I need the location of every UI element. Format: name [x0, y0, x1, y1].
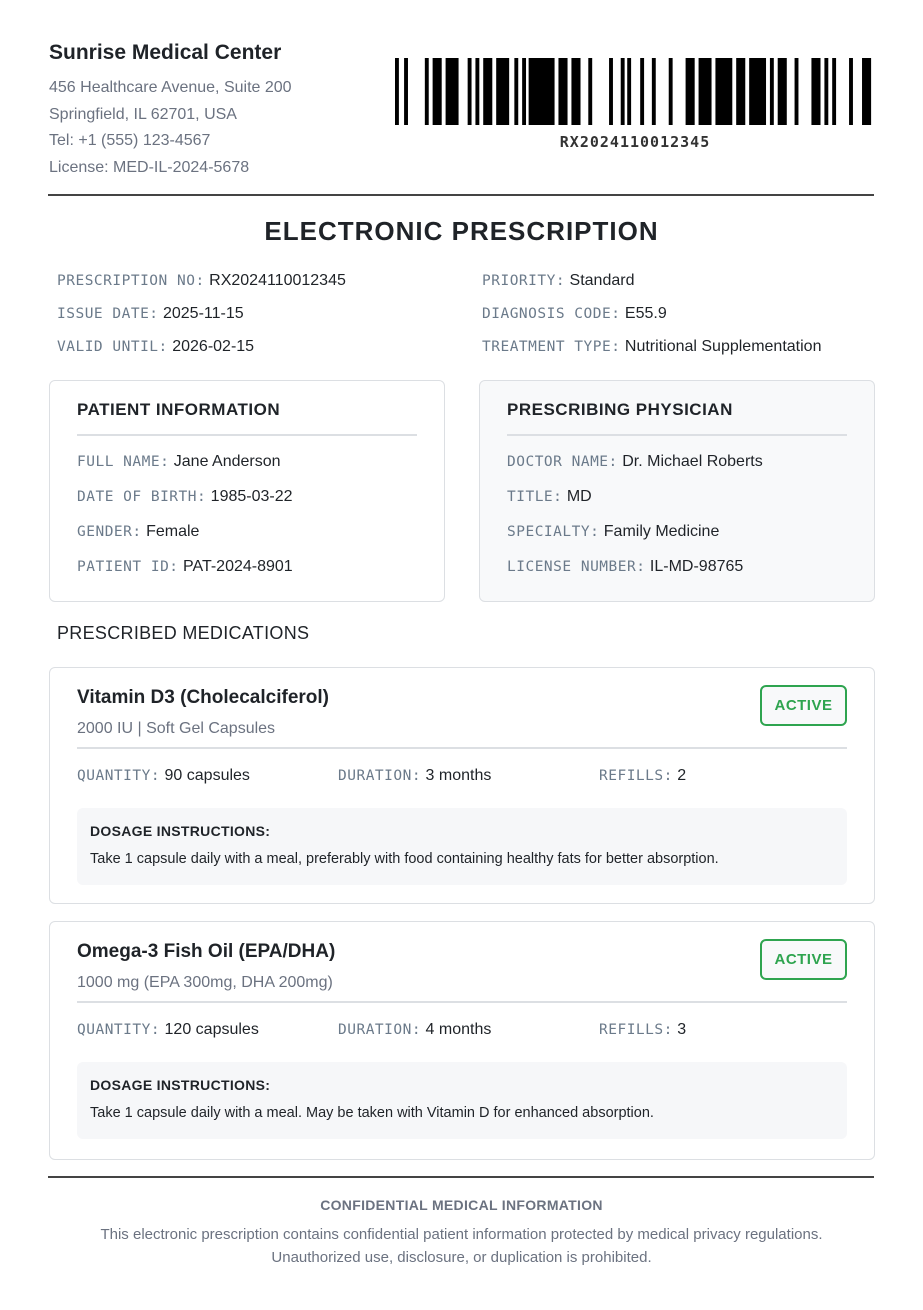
- barcode-bar: [621, 58, 625, 125]
- barcode-bar: [811, 58, 820, 125]
- label: GENDER:: [77, 524, 142, 540]
- dosage-label: DOSAGE INSTRUCTIONS:: [90, 1077, 271, 1093]
- barcode-bar: [483, 58, 492, 125]
- divider: [77, 1001, 847, 1003]
- label: ISSUE DATE:: [57, 306, 159, 322]
- dosage-box: [77, 808, 847, 885]
- dosage-text: Take 1 capsule daily with a meal. May be taken with Vitamin D for enhanced absorption.: [90, 1105, 654, 1121]
- doctor-title: MD: [566, 488, 592, 505]
- priority: Standard: [569, 272, 635, 289]
- barcode-bar: [824, 58, 828, 125]
- medication-subtitle: 1000 mg (EPA 300mg, DHA 200mg): [77, 974, 333, 991]
- patient-id: PAT-2024-8901: [182, 558, 293, 575]
- label: QUANTITY:: [77, 1022, 161, 1038]
- dosage-box: [77, 1062, 847, 1139]
- label: REFILLS:: [599, 1022, 673, 1038]
- patient-dob: 1985-03-22: [210, 488, 293, 505]
- prescription-no: RX2024110012345: [209, 272, 346, 289]
- phone: Tel: +1 (555) 123-4567: [49, 132, 211, 149]
- address-line: 456 Healthcare Avenue, Suite 200: [49, 79, 292, 96]
- card-heading: PRESCRIBING PHYSICIAN: [507, 400, 733, 419]
- quantity: 90 capsules: [164, 767, 250, 784]
- barcode-bar: [770, 58, 774, 125]
- barcode-bar: [468, 58, 472, 125]
- issue-date: 2025-11-15: [162, 305, 244, 322]
- barcode-bar: [514, 58, 518, 125]
- label: PRIORITY:: [482, 273, 566, 289]
- patient-gender: Female: [146, 523, 200, 540]
- divider: [48, 1176, 874, 1178]
- refills: 2: [677, 767, 687, 784]
- card-heading: PATIENT INFORMATION: [77, 400, 281, 419]
- barcode-bar: [736, 58, 745, 125]
- medication-name: Vitamin D3 (Cholecalciferol): [77, 687, 329, 708]
- quantity: 120 capsules: [164, 1021, 259, 1038]
- license: License: MED-IL-2024-5678: [49, 159, 250, 176]
- treatment-type: Nutritional Supplementation: [624, 338, 822, 355]
- medication-card: [49, 667, 875, 904]
- label: SPECIALTY:: [507, 524, 600, 540]
- divider: [77, 434, 417, 436]
- medication-card: [49, 921, 875, 1160]
- barcode-bar: [475, 58, 479, 125]
- barcode-bar: [395, 58, 399, 125]
- barcode-bar: [832, 58, 836, 125]
- barcode-bar: [558, 58, 567, 125]
- divider: [48, 194, 874, 196]
- physician-card: [479, 380, 875, 602]
- refills: 3: [677, 1021, 687, 1038]
- info-right: [482, 272, 821, 356]
- barcode-bar: [749, 58, 766, 125]
- divider: [507, 434, 847, 436]
- barcode-bar: [433, 58, 442, 125]
- barcode-bar: [795, 58, 799, 125]
- barcode-bar: [699, 58, 712, 125]
- barcode-text: RX2024110012345: [559, 133, 711, 151]
- footer-heading: CONFIDENTIAL MEDICAL INFORMATION: [320, 1197, 603, 1213]
- label: DOCTOR NAME:: [507, 454, 618, 470]
- barcode-bar: [715, 58, 732, 125]
- section-heading: PRESCRIBED MEDICATIONS: [57, 623, 310, 643]
- label: TREATMENT TYPE:: [482, 339, 621, 355]
- doctor-license: IL-MD-98765: [649, 558, 744, 575]
- label: REFILLS:: [599, 768, 673, 784]
- label: PRESCRIPTION NO:: [57, 273, 205, 289]
- barcode-bar: [404, 58, 408, 125]
- specialty: Family Medicine: [603, 523, 720, 540]
- barcode-bar: [609, 58, 613, 125]
- medication-subtitle: 2000 IU | Soft Gel Capsules: [77, 720, 276, 737]
- barcode-bar: [862, 58, 871, 125]
- label: DATE OF BIRTH:: [77, 489, 207, 505]
- diagnosis-code: E55.9: [624, 305, 667, 322]
- patient-info-card: [49, 380, 445, 602]
- org-name: Sunrise Medical Center: [49, 41, 282, 64]
- barcode-bar: [446, 58, 459, 125]
- label: FULL NAME:: [77, 454, 170, 470]
- barcode-bar: [778, 58, 787, 125]
- label: PATIENT ID:: [77, 559, 179, 575]
- barcode-bar: [496, 58, 509, 125]
- label: DIAGNOSIS CODE:: [482, 306, 621, 322]
- status-badge: ACTIVE: [760, 939, 847, 980]
- dosage-label: DOSAGE INSTRUCTIONS:: [90, 823, 271, 839]
- barcode-bar: [425, 58, 429, 125]
- barcode-bar: [669, 58, 673, 125]
- valid-until: 2026-02-15: [172, 338, 255, 355]
- barcode: [395, 58, 875, 125]
- page-title: ELECTRONIC PRESCRIPTION: [264, 216, 659, 246]
- duration: 3 months: [425, 767, 492, 784]
- barcode-bar: [849, 58, 853, 125]
- patient-name: Jane Anderson: [173, 453, 281, 470]
- info-left: [57, 272, 346, 356]
- divider: [77, 747, 847, 749]
- label: DURATION:: [338, 768, 422, 784]
- footer-text: This electronic prescription contains confidential patient information protected by medical privacy regulations.: [100, 1226, 823, 1243]
- barcode-bar: [652, 58, 656, 125]
- barcode-bar: [571, 58, 580, 125]
- dosage-text: Take 1 capsule daily with a meal, preferably with food containing healthy fats for better absorption.: [90, 851, 719, 867]
- label: QUANTITY:: [77, 768, 161, 784]
- doctor-name: Dr. Michael Roberts: [622, 453, 763, 470]
- label: DURATION:: [338, 1022, 422, 1038]
- medication-name: Omega-3 Fish Oil (EPA/DHA): [77, 941, 336, 962]
- barcode-bar: [588, 58, 592, 125]
- footer-text: Unauthorized use, disclosure, or duplication is prohibited.: [271, 1249, 652, 1266]
- barcode-bar: [522, 58, 526, 125]
- barcode-bar: [640, 58, 644, 125]
- status-badge: ACTIVE: [760, 685, 847, 726]
- barcode-bar: [627, 58, 631, 125]
- barcode-bar: [529, 58, 555, 125]
- label: VALID UNTIL:: [57, 339, 168, 355]
- duration: 4 months: [425, 1021, 492, 1038]
- address-line: Springfield, IL 62701, USA: [49, 106, 237, 123]
- label: LICENSE NUMBER:: [507, 559, 646, 575]
- barcode-bar: [686, 58, 695, 125]
- label: TITLE:: [507, 489, 563, 505]
